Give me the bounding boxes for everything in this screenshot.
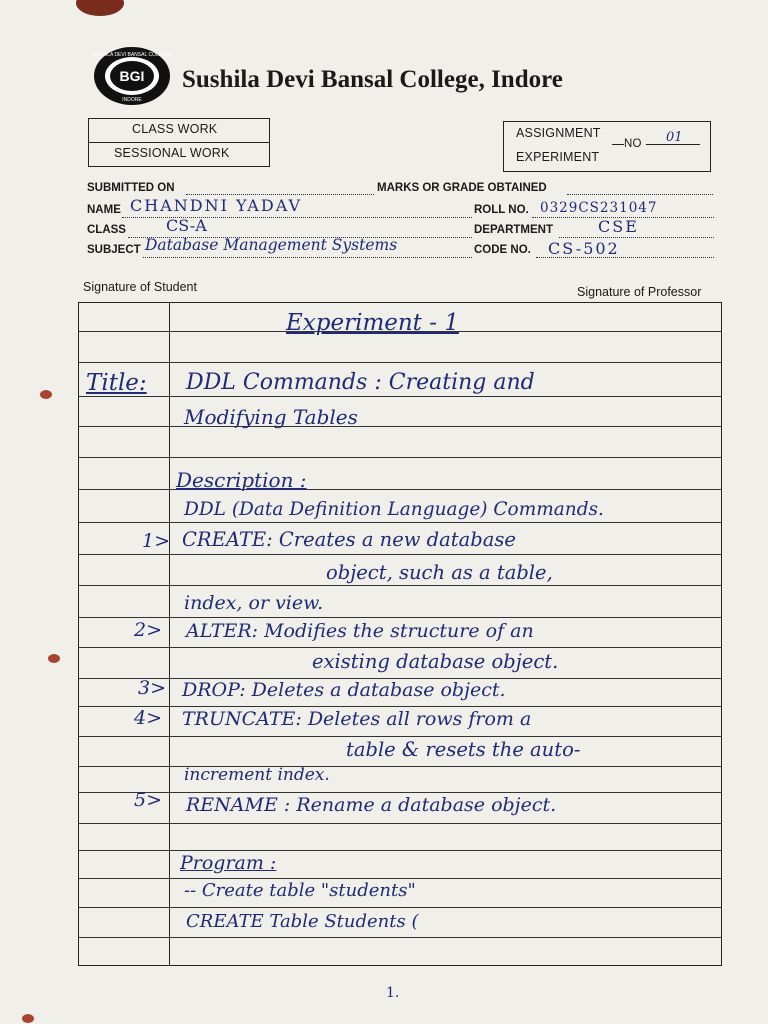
logo-ring-bottom: INDORE (122, 97, 142, 103)
logo-text: BGI (119, 68, 145, 84)
submitted-on-line (186, 194, 374, 195)
ruled-line (79, 362, 721, 363)
department-label: DEPARTMENT (474, 224, 554, 236)
ruled-line (79, 736, 721, 737)
subject-value: Database Management Systems (145, 236, 398, 254)
ruled-line (79, 850, 721, 851)
college-seal-icon (92, 46, 172, 108)
item-2-line-2: existing database object. (312, 650, 559, 673)
item-1-line-3: index, or view. (184, 592, 324, 614)
description-intro: DDL (Data Definition Language) Commands. (184, 499, 604, 520)
ruled-line (79, 426, 721, 427)
description-label: Description : (176, 468, 307, 492)
name-value: CHANDNI YADAV (130, 196, 302, 215)
item-4-line-3: increment index. (184, 765, 330, 785)
item-1-line-2: object, such as a table, (326, 561, 553, 584)
subject-line (143, 257, 472, 258)
program-label: Program : (180, 852, 277, 874)
department-value: CSE (598, 217, 639, 236)
item-2-number: 2> (134, 619, 163, 641)
ruled-line (79, 457, 721, 458)
code-label: CODE NO. (474, 244, 531, 256)
punch-hole (40, 390, 52, 399)
item-3-line-1: DROP: Deletes a database object. (182, 679, 506, 701)
item-4-line-2: table & resets the auto- (346, 738, 581, 761)
class-value: CS-A (166, 216, 207, 235)
item-1-line-1: CREATE: Creates a new database (182, 528, 516, 551)
college-name: Sushila Devi Bansal College, Indore (182, 66, 563, 93)
department-line (559, 237, 714, 238)
code-value: CS-502 (548, 239, 620, 258)
experiment-heading: Experiment - 1 (286, 310, 459, 336)
ruled-line (79, 937, 721, 938)
item-1-number: 1> (142, 530, 171, 552)
ruled-line (79, 706, 721, 707)
class-work-label: CLASS WORK (132, 122, 218, 136)
no-label: NO (624, 138, 642, 150)
margin-line (169, 303, 170, 965)
item-4-line-1: TRUNCATE: Deletes all rows from a (182, 708, 532, 730)
ruled-line (79, 647, 721, 648)
professor-signature-label: Signature of Professor (577, 285, 702, 299)
ruled-line (79, 522, 721, 523)
code-line-2: CREATE Table Students ( (186, 911, 419, 932)
code-line-1: -- Create table "students" (184, 880, 416, 901)
item-2-line-1: ALTER: Modifies the structure of an (186, 620, 534, 642)
paper-stain (76, 0, 124, 16)
item-4-number: 4> (134, 707, 163, 729)
class-label: CLASS (87, 224, 126, 236)
item-5-line-1: RENAME : Rename a database object. (186, 794, 557, 816)
ruled-line (79, 396, 721, 397)
submitted-on-label: SUBMITTED ON (87, 182, 175, 194)
college-logo (92, 46, 172, 106)
punch-hole (22, 1014, 34, 1023)
item-5-number: 5> (134, 789, 163, 811)
experiment-label: EXPERIMENT (516, 150, 600, 164)
ruled-line (79, 878, 721, 879)
roll-value: 0329CS231047 (540, 200, 658, 216)
ruled-line (79, 823, 721, 824)
name-label: NAME (87, 204, 121, 216)
page-number: 1. (386, 985, 400, 1001)
marks-line (567, 194, 713, 195)
assignment-label: ASSIGNMENT (516, 126, 601, 140)
item-3-number: 3> (138, 677, 167, 699)
ruled-line (79, 617, 721, 618)
title-label: Title: (86, 370, 147, 396)
sessional-work-label: SESSIONAL WORK (114, 146, 230, 160)
ruled-line (79, 792, 721, 793)
no-dash (612, 144, 624, 145)
logo-ring-top: SUSHILA DEVI BANSAL COLLEGE (92, 52, 172, 58)
ruled-line (79, 585, 721, 586)
ruled-line (79, 554, 721, 555)
roll-label: ROLL NO. (474, 204, 529, 216)
subject-label: SUBJECT (87, 244, 141, 256)
title-line-1: DDL Commands : Creating and (186, 370, 535, 395)
ruled-line (79, 907, 721, 908)
marks-label: MARKS OR GRADE OBTAINED (377, 182, 547, 194)
title-line-2: Modifying Tables (184, 405, 358, 429)
no-value: 01 (666, 130, 683, 145)
student-signature-label: Signature of Student (83, 280, 197, 294)
ruled-line (79, 766, 721, 767)
punch-hole (48, 654, 60, 663)
